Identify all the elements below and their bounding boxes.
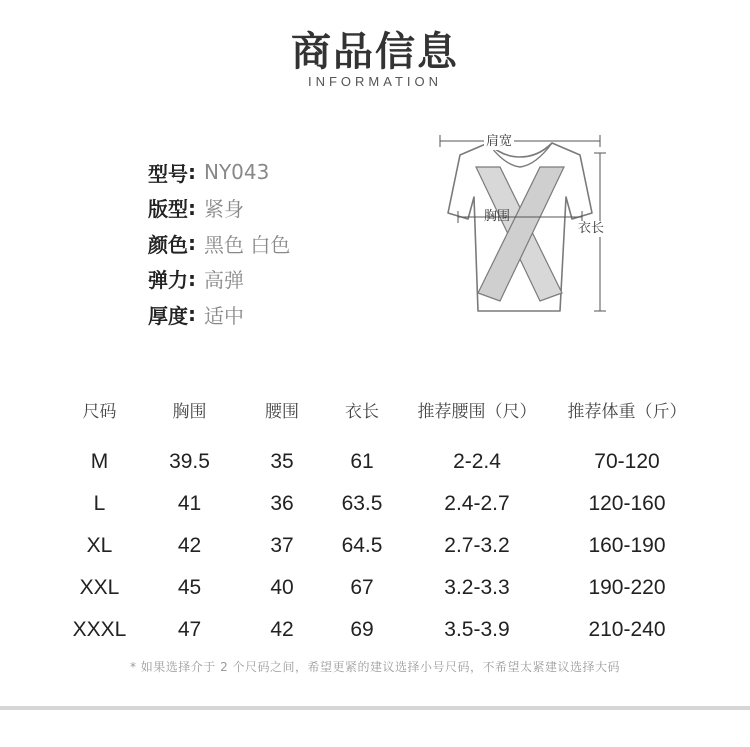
info-value: 适中 xyxy=(204,303,244,328)
table-cell: 2-2.4 xyxy=(453,450,501,473)
table-cell: 45 xyxy=(177,576,202,599)
column-header-length: 衣长 xyxy=(345,401,379,422)
info-value: 黑色 白色 xyxy=(204,232,291,257)
table-row xyxy=(62,525,702,567)
info-key: 颜色 xyxy=(148,232,188,257)
table-row xyxy=(62,567,702,609)
column-header-recommended-waist: 推荐腰围（尺） xyxy=(417,401,537,422)
table-cell: 160-190 xyxy=(588,534,666,557)
info-key: 厚度 xyxy=(148,303,188,328)
info-row-model xyxy=(148,155,290,189)
table-cell: 35 xyxy=(270,450,294,473)
length-label: 衣长 xyxy=(578,221,605,236)
table-cell: 61 xyxy=(350,450,374,473)
table-cell: 47 xyxy=(177,618,202,641)
column-header-recommended-weight: 推荐体重（斤） xyxy=(567,401,687,422)
table-cell: M xyxy=(90,450,109,473)
table-cell: 42 xyxy=(177,534,202,557)
table-cell: 69 xyxy=(350,618,374,641)
table-cell: 42 xyxy=(270,618,294,641)
table-cell: 2.4-2.7 xyxy=(444,492,510,515)
table-cell: 2.7-3.2 xyxy=(444,534,510,557)
product-info-list xyxy=(148,155,290,333)
column-header-size: 尺码 xyxy=(82,401,117,422)
table-cell: 36 xyxy=(270,492,294,515)
table-cell: 190-220 xyxy=(588,576,666,599)
page-subtitle: INFORMATION xyxy=(307,74,443,89)
info-row-elasticity xyxy=(148,262,290,296)
info-key: 弹力 xyxy=(148,268,188,292)
table-cell: 67 xyxy=(350,576,374,599)
shirt-measurement-diagram xyxy=(420,125,620,325)
info-colon: : xyxy=(188,231,196,255)
table-cell: 120-160 xyxy=(588,492,666,515)
info-key: 版型 xyxy=(148,197,188,221)
info-value: NY043 xyxy=(204,160,270,184)
info-row-thickness xyxy=(148,297,290,331)
chest-label: 胸围 xyxy=(484,209,511,224)
bottom-divider xyxy=(0,706,750,710)
table-cell: 63.5 xyxy=(341,492,383,515)
table-cell: L xyxy=(93,492,106,515)
table-row xyxy=(62,483,702,525)
column-header-waist: 腰围 xyxy=(265,401,299,422)
table-cell: XL xyxy=(86,534,113,557)
table-cell: 41 xyxy=(177,492,202,515)
table-row xyxy=(62,609,702,651)
table-cell: 3.2-3.3 xyxy=(444,576,510,599)
table-header xyxy=(62,395,702,423)
info-row-color xyxy=(148,226,290,260)
info-value: 紧身 xyxy=(204,197,244,221)
size-advice-note: * 如果选择介于 2 个尺码之间，希望更紧的建议选择小号尺码，不希望太紧建议选择大码 xyxy=(129,660,621,674)
table-cell: 40 xyxy=(270,576,294,599)
size-table xyxy=(62,395,702,651)
table-cell: 3.5-3.9 xyxy=(444,618,510,641)
info-value: 高弹 xyxy=(204,268,244,292)
info-row-fit xyxy=(148,191,290,225)
column-header-chest: 胸围 xyxy=(172,401,207,422)
table-cell: 70-120 xyxy=(594,450,660,473)
table-row xyxy=(62,441,702,483)
shoulder-width-label: 肩宽 xyxy=(486,134,513,149)
table-cell: 64.5 xyxy=(341,534,383,557)
info-colon: : xyxy=(188,160,196,184)
info-key: 型号 xyxy=(148,161,188,186)
table-cell: XXXL xyxy=(72,618,127,641)
table-cell: XXL xyxy=(79,576,120,599)
table-cell: 39.5 xyxy=(169,450,210,473)
info-colon: : xyxy=(188,195,196,220)
info-colon: : xyxy=(188,266,196,291)
table-cell: 210-240 xyxy=(588,618,666,641)
table-cell: 37 xyxy=(270,534,294,557)
info-colon: : xyxy=(188,302,196,326)
page-title: 商品信息 xyxy=(291,29,459,75)
